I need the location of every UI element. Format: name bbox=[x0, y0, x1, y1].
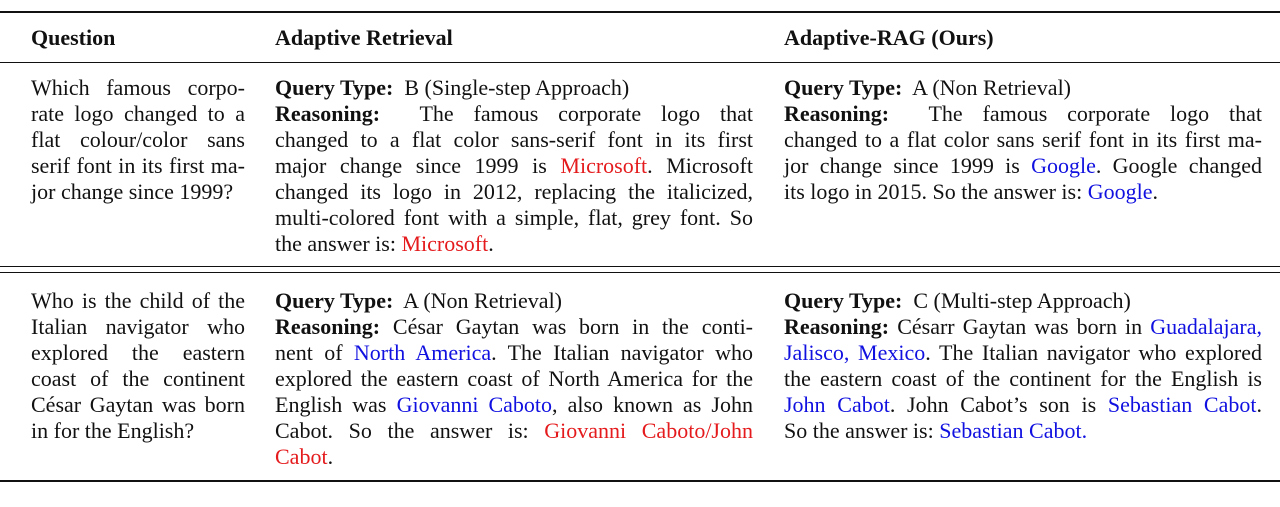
top-rule bbox=[0, 11, 1280, 13]
reasoning-label: Reasoning: bbox=[784, 101, 890, 126]
wrong-answer: Giovanni Caboto/John bbox=[544, 418, 753, 443]
intermediate-entity: Jalisco, Mexico bbox=[784, 340, 926, 365]
question-line: explored the eastern bbox=[31, 340, 245, 365]
reasoning-text: . The Italian navigator who explored bbox=[925, 340, 1262, 365]
intermediate-entity: North America bbox=[353, 340, 492, 365]
query-type-line bbox=[275, 288, 753, 314]
reasoning-text: jor change since 1999 is bbox=[784, 153, 1032, 178]
reasoning-text: The famous corporate logo that bbox=[928, 101, 1262, 126]
reasoning-line bbox=[784, 153, 1262, 179]
reasoning-line bbox=[275, 444, 753, 470]
reasoning-line bbox=[275, 153, 753, 179]
reasoning-text: English was bbox=[275, 392, 397, 417]
reasoning-line bbox=[275, 392, 753, 418]
query-type-value: A (Non Retrieval) bbox=[912, 75, 1072, 100]
reasoning-text: . bbox=[1256, 392, 1262, 417]
reasoning-text: , also known as John bbox=[552, 392, 753, 417]
reasoning-label: Reasoning: bbox=[275, 101, 381, 126]
row-separator-rule bbox=[0, 266, 1280, 267]
query-type-value: B (Single-step Approach) bbox=[404, 75, 630, 100]
query-type-line bbox=[784, 75, 1262, 101]
bottom-rule bbox=[0, 480, 1280, 482]
reasoning-text: . bbox=[327, 444, 334, 469]
row1-question bbox=[31, 75, 245, 205]
query-type-value: C (Multi-step Approach) bbox=[913, 288, 1131, 313]
reasoning-text: nent of bbox=[275, 340, 354, 365]
row1-adaptive-retrieval bbox=[275, 75, 753, 257]
reasoning-line bbox=[784, 418, 1262, 444]
reasoning-text: the answer is: bbox=[275, 231, 402, 256]
intermediate-entity: Giovanni Caboto bbox=[396, 392, 553, 417]
reasoning-line bbox=[275, 231, 753, 257]
header-rule bbox=[0, 62, 1280, 63]
question-line: flat colour/color sans bbox=[31, 127, 245, 152]
question-line: Which famous corpo- bbox=[31, 75, 245, 100]
reasoning-line: the eastern coast of the continent for the English is bbox=[784, 366, 1262, 391]
intermediate-entity: Guadalajara, bbox=[1150, 314, 1262, 339]
reasoning-line bbox=[275, 314, 753, 340]
question-line: in for the English? bbox=[31, 418, 195, 443]
reasoning-line bbox=[275, 101, 753, 127]
question-line: César Gaytan was born bbox=[31, 392, 245, 417]
question-line: serif font in its first ma- bbox=[31, 153, 245, 178]
reasoning-line bbox=[784, 314, 1262, 340]
query-type-label: Query Type: bbox=[784, 75, 903, 100]
wrong-answer: Microsoft bbox=[401, 231, 489, 256]
question-line: coast of the continent bbox=[31, 366, 245, 391]
row2-question bbox=[31, 288, 245, 444]
query-type-label: Query Type: bbox=[275, 288, 394, 313]
row2-adaptive-rag bbox=[784, 288, 1262, 444]
reasoning-label: Reasoning: bbox=[275, 314, 381, 339]
reasoning-text: . The Italian navigator who bbox=[491, 340, 754, 365]
question-line: Italian navigator who bbox=[31, 314, 245, 339]
question-line: jor change since 1999? bbox=[31, 179, 234, 204]
query-type-line bbox=[275, 75, 753, 101]
correct-answer: Sebastian Cabot bbox=[1107, 392, 1257, 417]
reasoning-line: changed to a flat color sans-serif font in its first bbox=[275, 127, 753, 152]
reasoning-line: changed its logo in 2012, replacing the italicized, bbox=[275, 179, 753, 204]
reasoning-line: multi-colored font with a simple, flat, grey font. So bbox=[275, 205, 753, 230]
question-line: rate logo changed to a bbox=[31, 101, 245, 126]
wrong-answer: Microsoft bbox=[560, 153, 648, 178]
query-type-label: Query Type: bbox=[784, 288, 903, 313]
reasoning-label: Reasoning: bbox=[784, 314, 890, 339]
reasoning-text: César Gaytan was born in the conti- bbox=[392, 314, 754, 339]
header-adaptive-retrieval: Adaptive Retrieval bbox=[275, 25, 453, 50]
reasoning-text: its logo in 2015. So the answer is: bbox=[784, 179, 1088, 204]
question-line: Who is the child of the bbox=[31, 288, 245, 313]
wrong-answer: Cabot bbox=[275, 444, 328, 469]
reasoning-text: . bbox=[488, 231, 494, 256]
reasoning-text: . John Cabot’s son is bbox=[889, 392, 1108, 417]
query-type-line bbox=[784, 288, 1262, 314]
reasoning-text: So the answer is: bbox=[784, 418, 940, 443]
query-type-label: Query Type: bbox=[275, 75, 394, 100]
reasoning-text: Cabot. So the answer is: bbox=[275, 418, 545, 443]
header-question: Question bbox=[31, 25, 116, 50]
reasoning-line bbox=[784, 340, 1262, 366]
reasoning-text: Césarr Gaytan was born in bbox=[897, 314, 1151, 339]
reasoning-text: . Microsoft bbox=[647, 153, 753, 178]
reasoning-line bbox=[275, 340, 753, 366]
correct-answer: Google bbox=[1031, 153, 1096, 178]
reasoning-line bbox=[784, 179, 1262, 205]
correct-answer: Sebastian Cabot. bbox=[939, 418, 1088, 443]
reasoning-text: major change since 1999 is bbox=[275, 153, 561, 178]
row-separator-rule bbox=[0, 272, 1280, 273]
reasoning-line bbox=[784, 101, 1262, 127]
header-adaptive-rag: Adaptive-RAG (Ours) bbox=[784, 25, 994, 50]
reasoning-line bbox=[784, 392, 1262, 418]
reasoning-line bbox=[275, 418, 753, 444]
reasoning-line: explored the eastern coast of North America for the bbox=[275, 366, 753, 391]
reasoning-text: . bbox=[1152, 179, 1158, 204]
reasoning-text: The famous corporate logo that bbox=[419, 101, 753, 126]
reasoning-line: changed to a flat color sans serif font in its first ma- bbox=[784, 127, 1262, 152]
correct-answer: Google bbox=[1087, 179, 1153, 204]
row1-adaptive-rag bbox=[784, 75, 1262, 205]
row2-adaptive-retrieval bbox=[275, 288, 753, 470]
reasoning-text: . Google changed bbox=[1095, 153, 1263, 178]
query-type-value: A (Non Retrieval) bbox=[403, 288, 563, 313]
intermediate-entity: John Cabot bbox=[784, 392, 890, 417]
